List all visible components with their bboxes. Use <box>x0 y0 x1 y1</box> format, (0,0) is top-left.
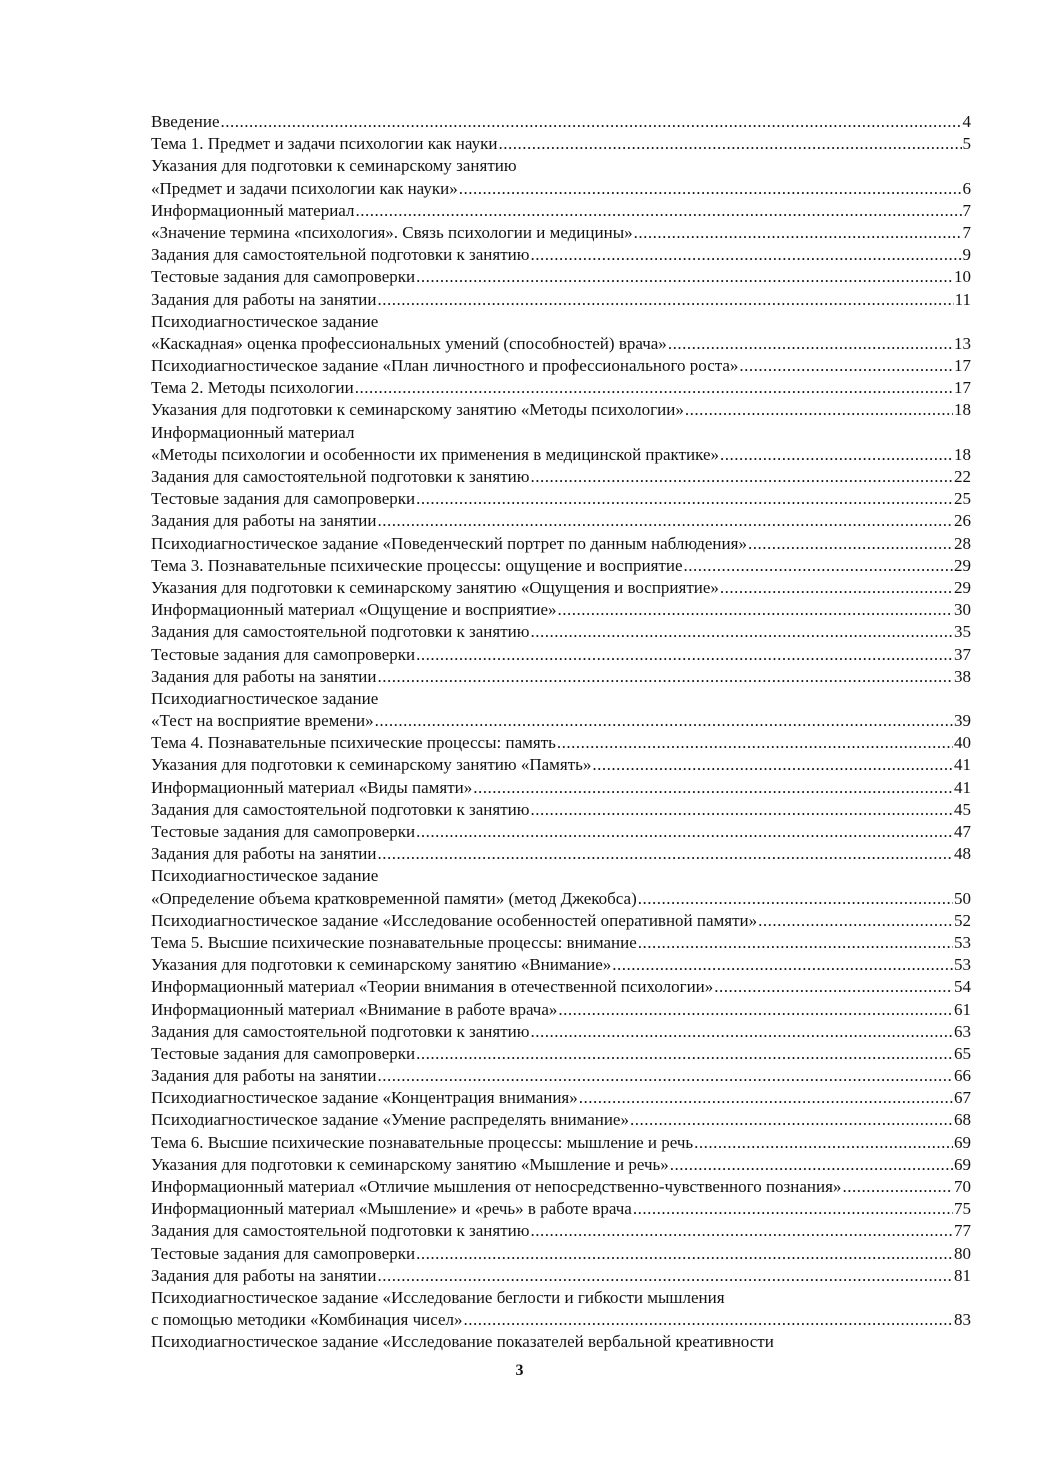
page-number: 3 <box>515 1362 524 1379</box>
toc-entry <box>151 1132 971 1154</box>
toc-entry <box>151 710 971 732</box>
toc-entry-page: 75 <box>954 1199 971 1219</box>
toc-entry <box>151 1220 971 1242</box>
toc-entry-title: «Каскадная» оценка профессиональных умений (способностей) врача» <box>151 333 667 353</box>
toc-entry-title: Задания для работы на занятии <box>151 666 377 686</box>
toc-entry <box>151 333 971 355</box>
toc-entry-page: 6 <box>962 178 971 198</box>
toc-entry-title: Задания для самостоятельной подготовки к занятию <box>151 467 530 486</box>
toc-entry-page: 30 <box>954 600 971 620</box>
toc-entry-page: 40 <box>954 733 971 753</box>
toc-dot-leader <box>685 399 953 421</box>
toc-entry-title: Информационный материал <box>151 422 355 442</box>
toc-entry-title: Психодиагностическое задание «Исследование беглости и гибкости мышления <box>151 1287 725 1307</box>
toc-entry-page: 26 <box>954 511 971 531</box>
toc-entry-title: Информационный материал «Виды памяти» <box>151 777 473 797</box>
toc-entry-title: Задания для работы на занятии <box>151 289 377 309</box>
toc-entry-page: 83 <box>954 1310 971 1330</box>
toc-entry <box>151 732 971 754</box>
toc-entry-title: Тема 5. Высшие психические познавательные процессы: внимание <box>151 932 637 952</box>
toc-entry-title: Указания для подготовки к семинарскому занятию «Память» <box>151 755 592 775</box>
toc-entry-page: 67 <box>954 1088 971 1108</box>
toc-entry-title: Тема 3. Познавательные психические процессы: ощущение и восприятие <box>151 555 683 575</box>
toc-entry-page: 47 <box>954 822 971 841</box>
toc-entry <box>151 843 971 865</box>
toc-entry-title: Указания для подготовки к семинарскому занятию «Мышление и речь» <box>151 1154 669 1174</box>
toc-dot-leader <box>378 843 954 865</box>
toc-entry <box>151 1109 971 1131</box>
toc-dot-leader <box>530 466 953 488</box>
toc-entry-title: Тестовые задания для самопроверки <box>151 822 416 841</box>
toc-entry-page: 4 <box>962 112 971 131</box>
toc-entry <box>151 932 971 954</box>
toc-entry-title: Информационный материал «Ощущение и восприятие» <box>151 600 557 620</box>
toc-entry-page: 7 <box>962 200 971 220</box>
toc-entry-page: 54 <box>954 977 971 997</box>
toc-dot-leader <box>694 1132 953 1154</box>
toc-entry-page: 45 <box>954 799 971 819</box>
toc-dot-leader <box>530 621 953 643</box>
toc-entry-title: «Методы психологии и особенности их применения в медицинской практике» <box>151 444 719 464</box>
toc-dot-leader <box>416 1243 953 1265</box>
toc-entry <box>151 1154 971 1176</box>
toc-entry-title: Указания для подготовки к семинарскому занятию «Ощущения и восприятие» <box>151 577 719 597</box>
toc-entry-page: 50 <box>954 888 971 908</box>
toc-entry-page: 65 <box>954 1043 971 1063</box>
toc-entry <box>151 976 971 998</box>
toc-dot-leader <box>634 222 962 244</box>
toc-entry-title: Задания для самостоятельной подготовки к занятию <box>151 245 530 265</box>
toc-entry-page: 66 <box>954 1066 971 1086</box>
toc-dot-leader <box>612 954 953 976</box>
toc-entry-page: 52 <box>954 910 971 930</box>
toc-entry-title: Задания для самостоятельной подготовки к занятию <box>151 622 530 642</box>
toc-dot-leader <box>592 754 953 776</box>
toc-entry-title: Психодиагностическое задание «Концентрация внимания» <box>151 1088 578 1108</box>
toc-entry <box>151 377 971 399</box>
toc-entry <box>151 910 971 932</box>
toc-dot-leader <box>378 666 954 688</box>
toc-entry <box>151 799 971 821</box>
toc-entry-page: 48 <box>954 844 971 864</box>
toc-dot-leader <box>842 1176 953 1198</box>
toc-entry <box>151 777 971 799</box>
toc-entry <box>151 488 971 510</box>
toc-entry-page: 28 <box>954 533 971 553</box>
toc-entry-title: «Определение объема кратковременной памяти» (метод Джекобса) <box>151 888 637 908</box>
toc-entry-page: 53 <box>954 932 971 952</box>
toc-dot-leader <box>670 1154 953 1176</box>
toc-entry <box>151 954 971 976</box>
toc-entry <box>151 1065 971 1087</box>
toc-dot-leader <box>748 533 953 555</box>
toc-dot-leader <box>558 999 953 1021</box>
toc-entry <box>151 178 971 200</box>
toc-entry <box>151 244 971 266</box>
toc-entry-page: 25 <box>954 489 971 509</box>
toc-dot-leader <box>459 178 962 200</box>
toc-dot-leader <box>739 355 953 377</box>
toc-entry-title: Задания для работы на занятии <box>151 1066 377 1086</box>
toc-entry <box>151 1309 971 1331</box>
toc-entry-title: Психодиагностическое задание «План личностного и профессионального роста» <box>151 356 739 376</box>
toc-entry-page: 37 <box>954 644 971 664</box>
toc-dot-leader <box>684 555 953 577</box>
toc-entry-title: Психодиагностическое задание «Исследование особенностей оперативной памяти» <box>151 910 758 930</box>
toc-entry-title: Психодиагностическое задание «Поведенческий портрет по данным наблюдения» <box>151 533 747 553</box>
toc-entry-title: Тема 6. Высшие психические познавательные процессы: мышление и речь <box>151 1132 694 1152</box>
toc-entry <box>151 1087 971 1109</box>
toc-entry-title: Тема 1. Предмет и задачи психологии как науки <box>151 134 498 154</box>
toc-dot-leader <box>530 244 961 266</box>
toc-entry-title: Информационный материал «Мышление» и «речь» в работе врача <box>151 1199 632 1219</box>
toc-entry <box>151 399 971 421</box>
toc-entry-title: Психодиагностическое задание «Исследование показателей вербальной креативности <box>151 1332 774 1352</box>
toc-entry-title: Тестовые задания для самопроверки <box>151 267 416 287</box>
toc-dot-leader <box>378 1065 954 1087</box>
toc-entry-page: 38 <box>954 666 971 686</box>
toc-dot-leader <box>378 510 954 532</box>
toc-entry-title: с помощью методики «Комбинация чисел» <box>151 1310 463 1330</box>
toc-entry <box>151 621 971 643</box>
toc-entry <box>151 133 971 155</box>
toc-entry-page: 69 <box>954 1132 971 1152</box>
toc-entry-page: 63 <box>954 1021 971 1041</box>
toc-entry-page: 68 <box>954 1110 971 1130</box>
toc-entry-title: «Значение термина «психология». Связь психологии и медицины» <box>151 222 633 242</box>
toc-entry <box>151 1331 971 1353</box>
toc-entry-title: Введение <box>151 112 220 131</box>
toc-dot-leader <box>633 1198 953 1220</box>
toc-dot-leader <box>416 488 953 510</box>
toc-dot-leader <box>221 111 962 133</box>
toc-entry-title: Указания для подготовки к семинарскому занятию <box>151 156 517 176</box>
toc-entry <box>151 444 971 466</box>
toc-entry-title: Информационный материал «Теории внимания в отечественной психологии» <box>151 977 714 997</box>
toc-entry-page: 10 <box>954 267 971 287</box>
toc-entry-title: Психодиагностическое задание <box>151 688 379 708</box>
toc-entry <box>151 1176 971 1198</box>
toc-entry <box>151 355 971 377</box>
toc-dot-leader <box>720 444 953 466</box>
toc-entry-page: 35 <box>954 622 971 642</box>
toc-entry-title: Тестовые задания для самопроверки <box>151 489 416 509</box>
toc-entry <box>151 577 971 599</box>
toc-dot-leader <box>416 821 953 843</box>
toc-dot-leader <box>630 1109 953 1131</box>
toc-entry-title: «Тест на восприятие времени» <box>151 711 374 731</box>
toc-entry-page: 9 <box>962 245 971 265</box>
toc-dot-leader <box>375 710 953 732</box>
toc-entry-page: 53 <box>954 955 971 975</box>
toc-entry <box>151 644 971 666</box>
toc-entry-page: 39 <box>954 711 971 731</box>
toc-dot-leader <box>579 1087 953 1109</box>
toc-dot-leader <box>416 266 953 288</box>
toc-entry-page: 29 <box>954 577 971 597</box>
toc-entry-page: 81 <box>954 1265 971 1285</box>
toc-dot-leader <box>378 289 954 311</box>
toc-entry <box>151 1198 971 1220</box>
toc-entry-title: Тестовые задания для самопроверки <box>151 1043 416 1063</box>
toc-entry <box>151 666 971 688</box>
toc-dot-leader <box>638 888 953 910</box>
toc-entry-page: 61 <box>954 999 971 1019</box>
toc-entry-page: 13 <box>954 333 971 353</box>
toc-entry-title: Психодиагностическое задание «Умение распределять внимание» <box>151 1110 629 1130</box>
toc-dot-leader <box>558 599 953 621</box>
toc-dot-leader <box>530 1220 953 1242</box>
toc-dot-leader <box>473 777 953 799</box>
toc-entry-page: 17 <box>954 378 971 398</box>
toc-entry-title: «Предмет и задачи психологии как науки» <box>151 178 458 198</box>
toc-dot-leader <box>720 577 953 599</box>
toc-dot-leader <box>714 976 953 998</box>
toc-entry <box>151 200 971 222</box>
toc-entry-page: 18 <box>954 400 971 420</box>
toc-entry-page: 80 <box>954 1243 971 1263</box>
toc-entry <box>151 1021 971 1043</box>
toc-entry-page: 41 <box>954 755 971 775</box>
toc-entry-page: 11 <box>954 289 971 309</box>
toc-entry <box>151 888 971 910</box>
toc-entry <box>151 466 971 488</box>
toc-entry-title: Тестовые задания для самопроверки <box>151 1243 416 1263</box>
toc-dot-leader <box>355 200 961 222</box>
toc-dot-leader <box>758 910 953 932</box>
toc-dot-leader <box>355 377 953 399</box>
toc-entry <box>151 999 971 1021</box>
toc-entry <box>151 821 971 843</box>
toc-entry <box>151 599 971 621</box>
toc-entry-title: Психодиагностическое задание <box>151 866 379 886</box>
toc-entry-title: Тестовые задания для самопроверки <box>151 644 416 664</box>
toc-entry <box>151 533 971 555</box>
toc-entry <box>151 1243 971 1265</box>
toc-entry-title: Информационный материал «Внимание в работе врача» <box>151 999 558 1019</box>
toc-entry-title: Задания для работы на занятии <box>151 1265 377 1285</box>
toc-dot-leader <box>464 1309 953 1331</box>
toc-entry-title: Психодиагностическое задание <box>151 311 379 331</box>
toc-entry <box>151 422 971 444</box>
toc-entry <box>151 289 971 311</box>
toc-dot-leader <box>530 799 953 821</box>
toc-entry-title: Задания для самостоятельной подготовки к занятию <box>151 799 530 819</box>
toc-dot-leader <box>638 932 953 954</box>
toc-entry-title: Информационный материал <box>151 200 355 220</box>
table-of-contents <box>151 111 971 1354</box>
toc-entry-title: Указания для подготовки к семинарскому занятию «Внимание» <box>151 955 612 975</box>
toc-entry <box>151 1287 971 1309</box>
toc-entry-title: Информационный материал «Отличие мышления от непосредственно-чувственного познания» <box>151 1177 842 1196</box>
toc-entry-title: Задания для работы на занятии <box>151 511 377 531</box>
toc-entry-page: 5 <box>962 134 971 154</box>
toc-entry <box>151 754 971 776</box>
toc-entry-title: Задания для самостоятельной подготовки к занятию <box>151 1021 530 1041</box>
toc-entry <box>151 155 971 177</box>
toc-dot-leader <box>557 732 953 754</box>
toc-entry-page: 70 <box>954 1177 971 1196</box>
toc-dot-leader <box>668 333 953 355</box>
toc-dot-leader <box>378 1265 954 1287</box>
toc-entry-page: 22 <box>954 467 971 486</box>
toc-dot-leader <box>530 1021 953 1043</box>
toc-entry-page: 18 <box>954 444 971 464</box>
toc-entry <box>151 111 971 133</box>
toc-entry <box>151 688 971 710</box>
toc-entry-title: Задания для работы на занятии <box>151 844 377 864</box>
toc-dot-leader <box>416 1043 953 1065</box>
toc-entry-page: 17 <box>954 356 971 376</box>
toc-entry-page: 29 <box>954 555 971 575</box>
toc-entry-title: Тема 4. Познавательные психические процессы: память <box>151 733 556 753</box>
toc-entry <box>151 311 971 333</box>
toc-entry <box>151 510 971 532</box>
toc-entry-page: 41 <box>954 777 971 797</box>
toc-entry <box>151 555 971 577</box>
toc-entry <box>151 865 971 887</box>
toc-dot-leader <box>498 133 961 155</box>
toc-entry <box>151 1043 971 1065</box>
toc-entry <box>151 266 971 288</box>
toc-entry-title: Задания для самостоятельной подготовки к занятию <box>151 1221 530 1241</box>
toc-dot-leader <box>416 644 953 666</box>
toc-entry <box>151 222 971 244</box>
toc-entry-page: 7 <box>962 222 971 242</box>
toc-entry-title: Указания для подготовки к семинарскому занятию «Методы психологии» <box>151 400 684 420</box>
toc-entry-title: Тема 2. Методы психологии <box>151 378 354 398</box>
toc-entry <box>151 1265 971 1287</box>
toc-entry-page: 69 <box>954 1154 971 1174</box>
toc-entry-page: 77 <box>954 1221 971 1241</box>
